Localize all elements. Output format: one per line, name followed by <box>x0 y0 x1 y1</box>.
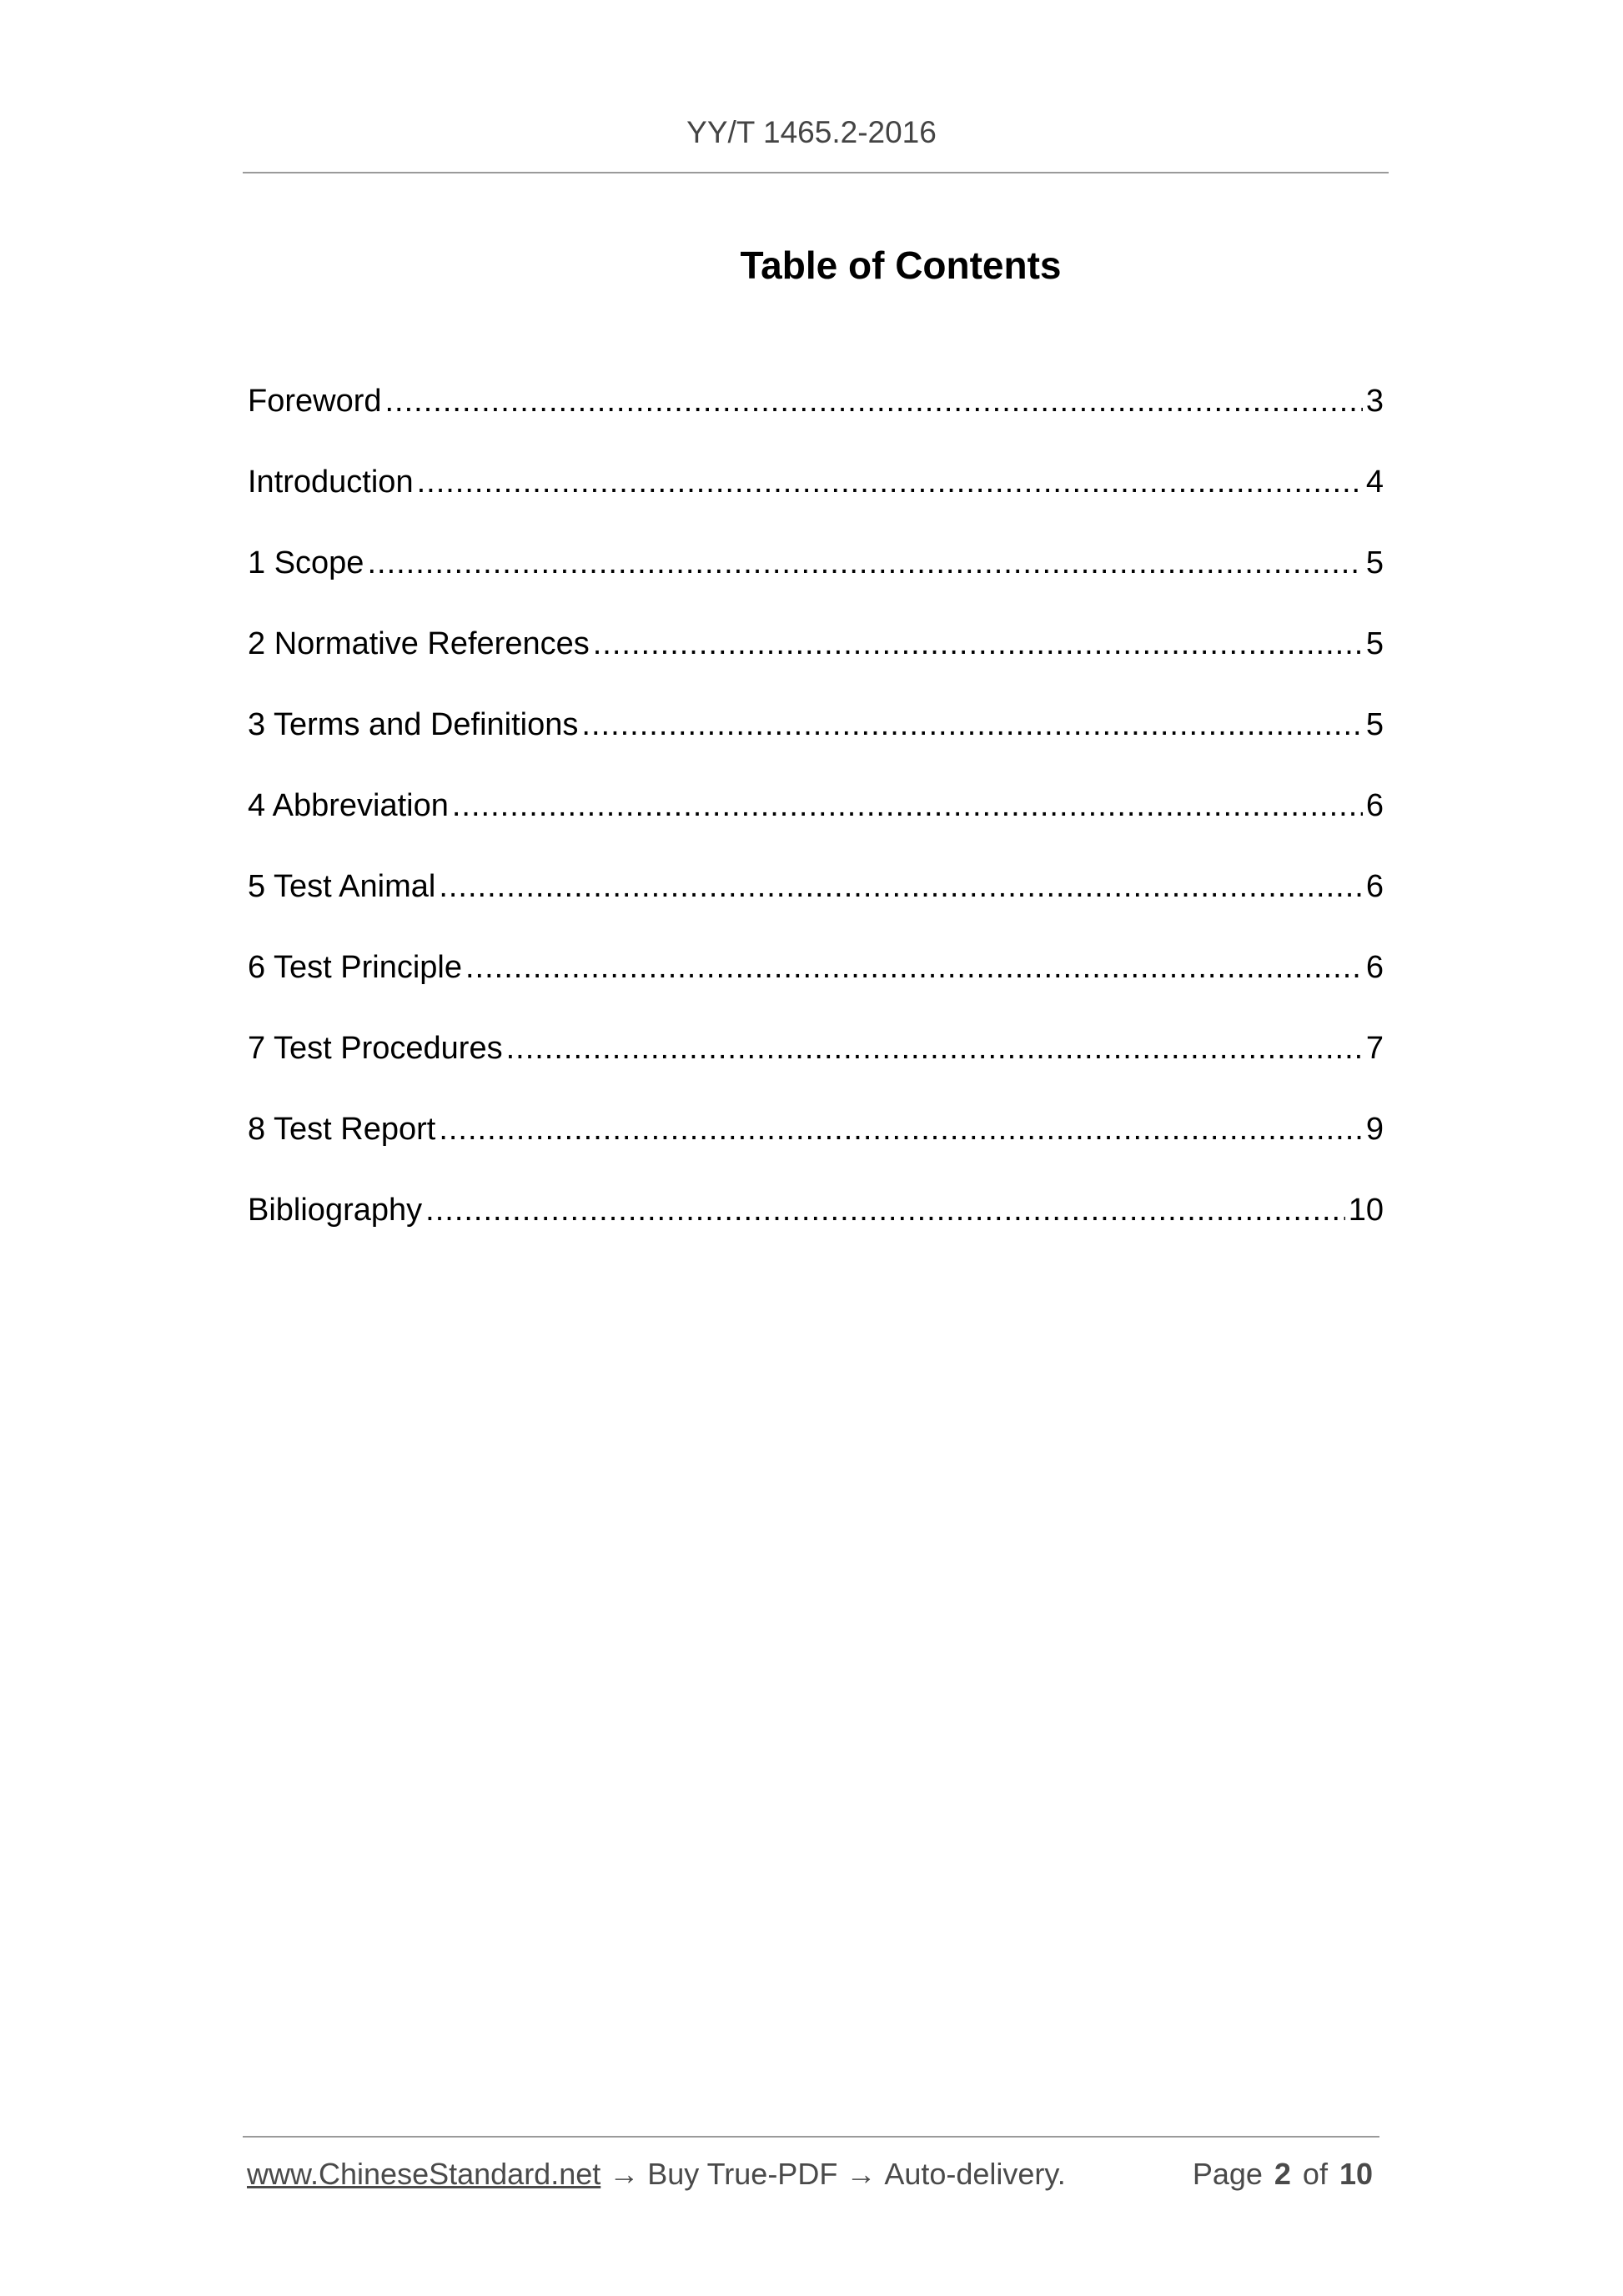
total-pages-number: 10 <box>1339 2157 1373 2191</box>
toc-entry-label: 8 Test Report <box>248 1112 436 1147</box>
toc-entry-test-principle[interactable] <box>248 940 1384 1021</box>
toc-entry-label: 3 Terms and Definitions <box>248 707 579 742</box>
toc-entry-page: 6 <box>1365 869 1384 904</box>
toc-entry-label: Bibliography <box>248 1193 423 1228</box>
toc-entry-label: 4 Abbreviation <box>248 788 449 823</box>
page-indicator <box>1193 2157 1373 2192</box>
toc-entry-test-report[interactable] <box>248 1102 1384 1183</box>
current-page-number: 2 <box>1274 2157 1291 2191</box>
toc-entry-page: 5 <box>1365 626 1384 661</box>
delivery-text: Auto-delivery. <box>884 2157 1066 2191</box>
toc-title: Table of Contents <box>740 244 1062 287</box>
toc-entry-abbreviation[interactable] <box>248 778 1384 859</box>
toc-entry-test-animal[interactable] <box>248 859 1384 940</box>
toc-dot-leader <box>385 374 1363 429</box>
toc-entry-terms-and-definitions[interactable] <box>248 697 1384 778</box>
toc-entry-introduction[interactable] <box>248 455 1384 535</box>
toc-entry-label: 7 Test Procedures <box>248 1031 503 1066</box>
toc-entry-label: 2 Normative References <box>248 626 590 661</box>
toc-entry-page: 7 <box>1365 1031 1384 1066</box>
toc-entry-page: 9 <box>1365 1112 1384 1147</box>
toc-entry-scope[interactable] <box>248 535 1384 616</box>
toc-entry-normative-references[interactable] <box>248 616 1384 697</box>
toc-dot-leader <box>425 1183 1345 1238</box>
toc-entry-page: 3 <box>1365 384 1384 419</box>
toc-entry-page: 10 <box>1348 1193 1384 1228</box>
footer-divider <box>243 2136 1379 2138</box>
toc-dot-leader <box>506 1021 1363 1076</box>
toc-list <box>248 374 1384 1264</box>
footer-promo <box>247 2157 1066 2192</box>
toc-dot-leader <box>581 697 1362 752</box>
of-label: of <box>1302 2157 1328 2191</box>
toc-entry-page: 5 <box>1365 707 1384 742</box>
toc-dot-leader <box>439 1102 1363 1157</box>
right-arrow-icon: → <box>609 2157 640 2191</box>
toc-dot-leader <box>593 616 1363 671</box>
toc-entry-page: 5 <box>1365 545 1384 580</box>
toc-entry-page: 6 <box>1365 950 1384 985</box>
toc-dot-leader <box>465 940 1363 995</box>
toc-entry-label: 1 Scope <box>248 545 364 580</box>
toc-dot-leader <box>452 778 1363 833</box>
header-divider <box>243 172 1389 173</box>
standard-code: YY/T 1465.2-2016 <box>686 115 937 149</box>
toc-entry-label: Introduction <box>248 465 414 500</box>
toc-entry-page: 6 <box>1365 788 1384 823</box>
toc-entry-page: 4 <box>1365 465 1384 500</box>
site-link[interactable]: www.ChineseStandard.net <box>247 2157 601 2191</box>
toc-entry-label: 6 Test Principle <box>248 950 462 985</box>
right-arrow-icon: → <box>846 2157 877 2191</box>
toc-dot-leader <box>367 535 1362 590</box>
toc-entry-test-procedures[interactable] <box>248 1021 1384 1102</box>
toc-entry-label: 5 Test Animal <box>248 869 436 904</box>
toc-entry-label: Foreword <box>248 384 382 419</box>
page-footer <box>247 2157 1378 2192</box>
page-label: Page <box>1192 2157 1263 2191</box>
toc-entry-foreword[interactable] <box>248 374 1384 455</box>
buy-text: Buy True-PDF <box>647 2157 838 2191</box>
toc-entry-bibliography[interactable] <box>248 1183 1384 1264</box>
toc-dot-leader <box>417 455 1363 510</box>
toc-dot-leader <box>439 859 1363 914</box>
